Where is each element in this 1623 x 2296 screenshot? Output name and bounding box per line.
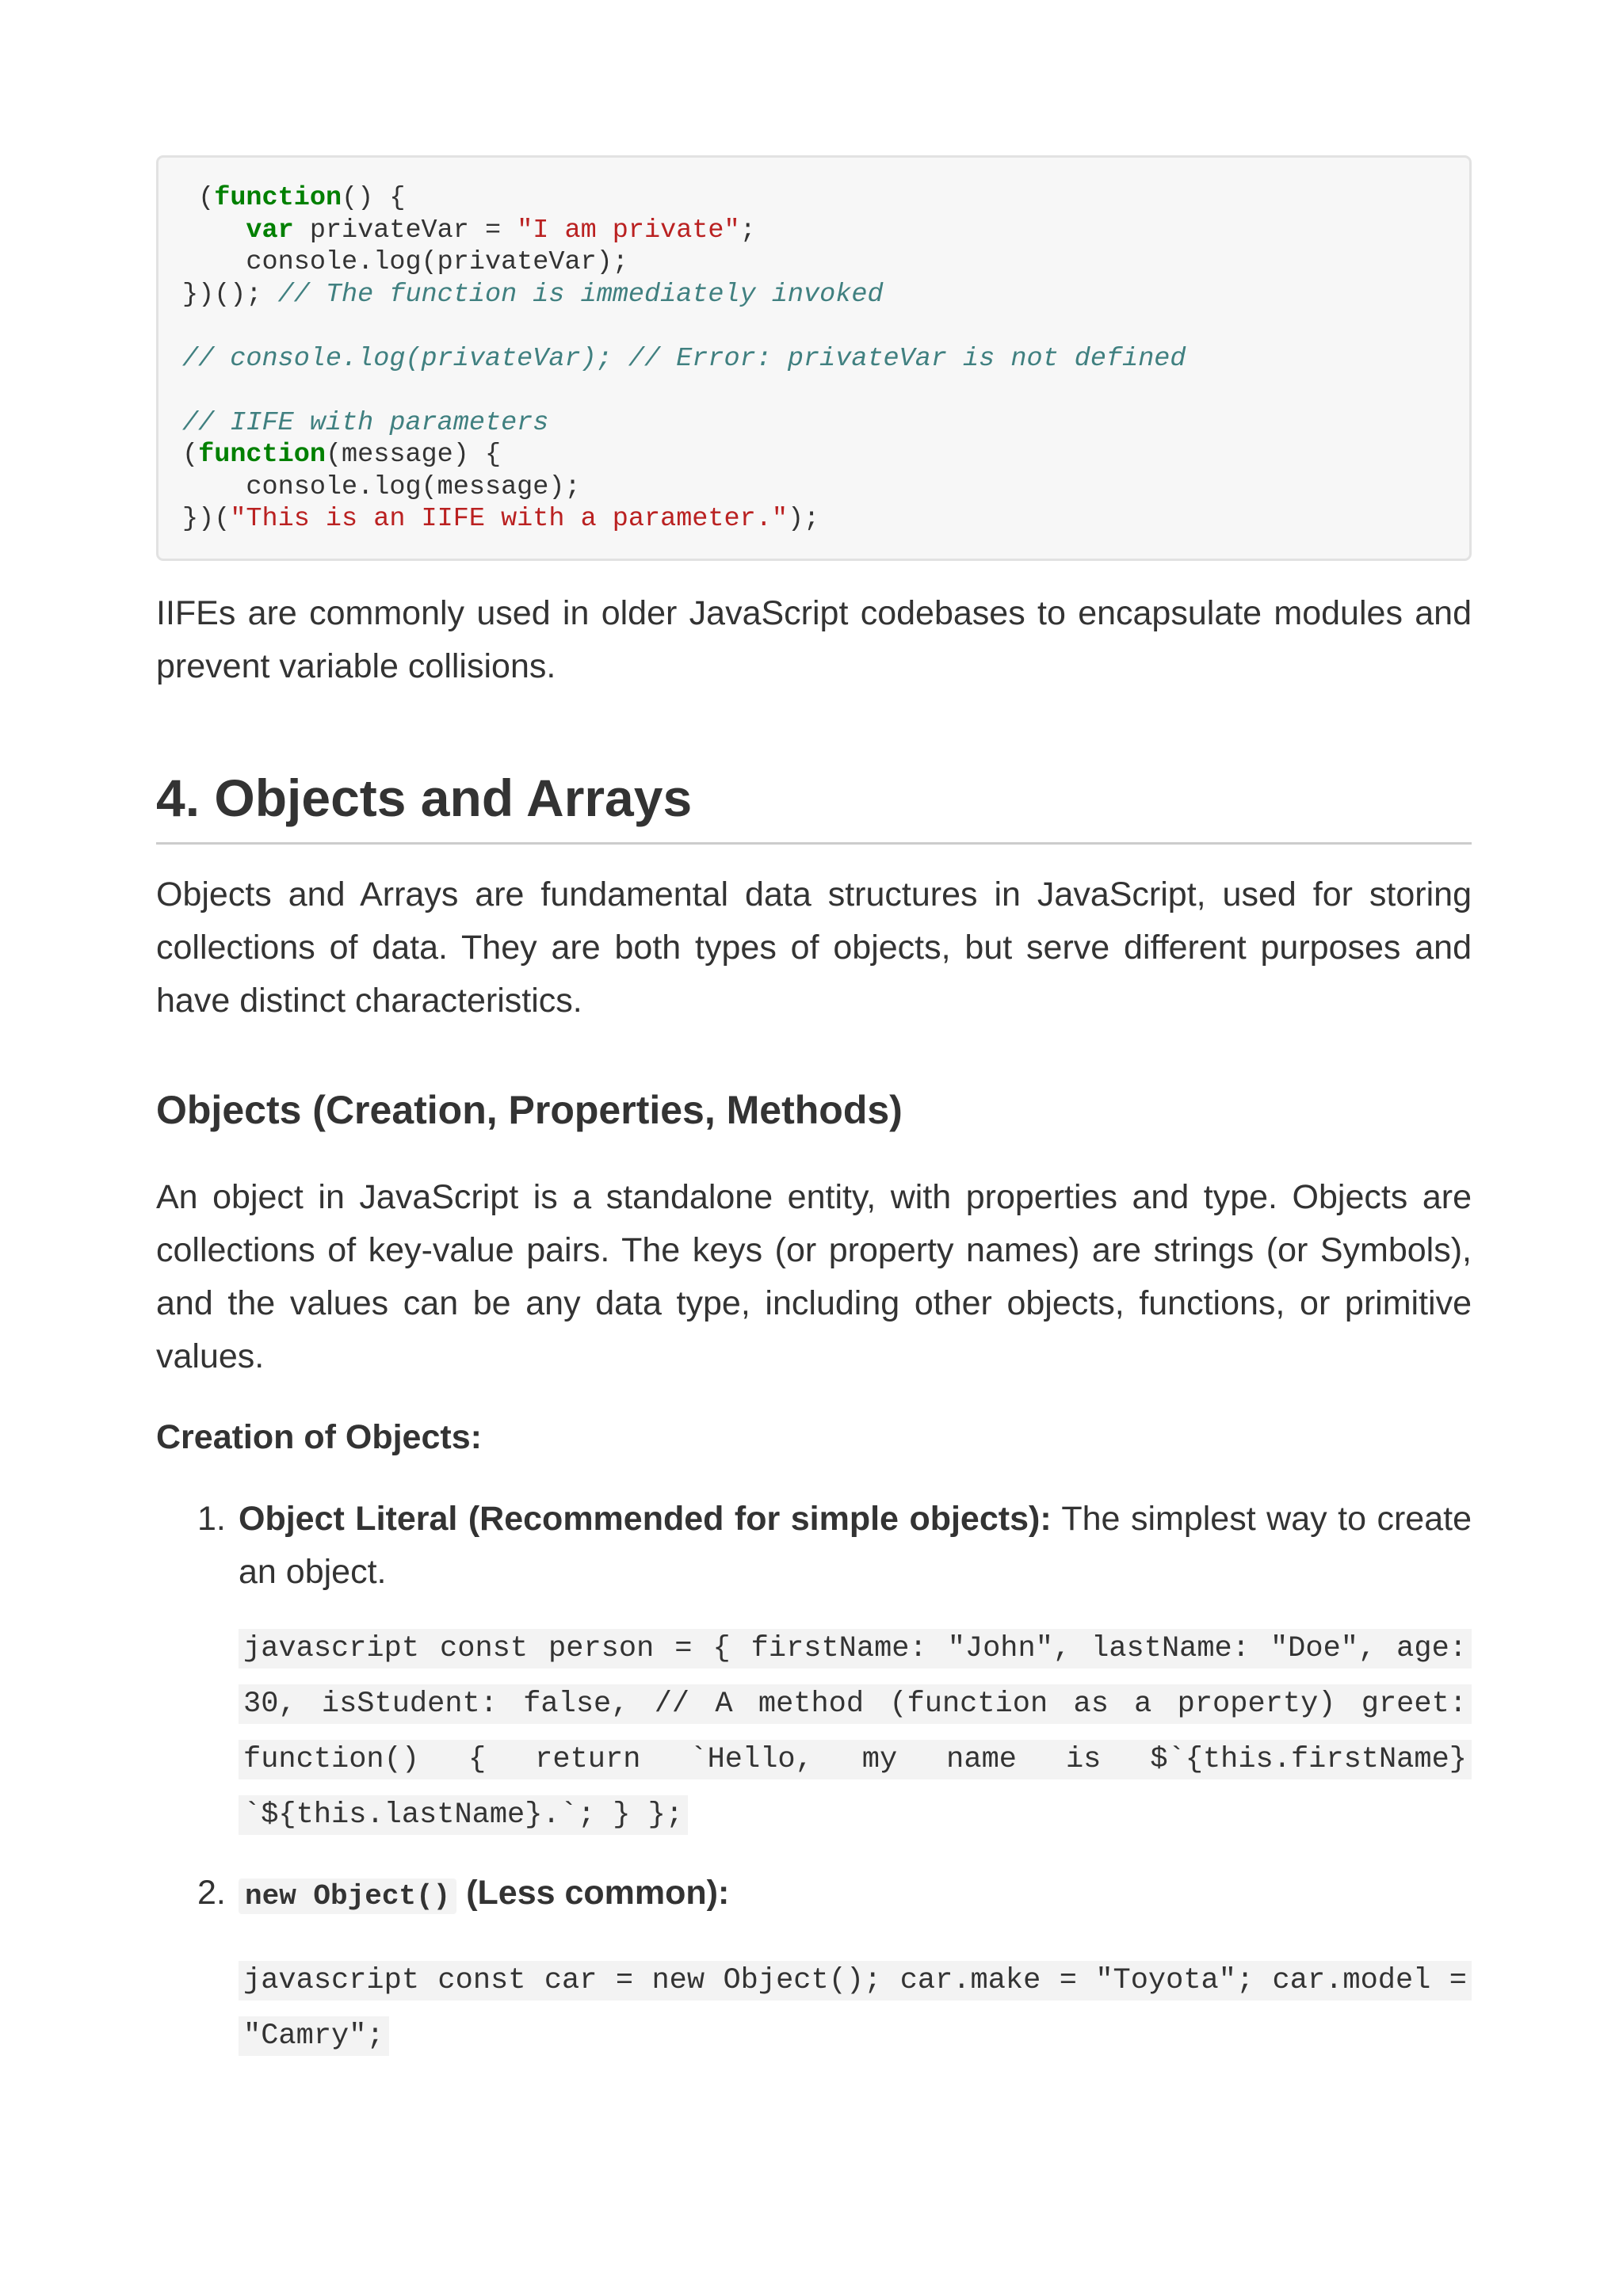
code-token: })( [182, 504, 231, 534]
code-token: })(); [182, 279, 278, 310]
list-item-description: The simplest way to create an object. [239, 1500, 1472, 1591]
code-keyword: function [214, 183, 342, 213]
list-number: 2. [197, 1874, 226, 1912]
code-comment: // console.log(privateVar); // Error: privateVar is not defined [182, 343, 1186, 374]
code-text: javascript const car = new Object(); car.make = "Toyota"; car.model = "Camry"; [239, 1961, 1472, 2056]
list-number: 1. [197, 1500, 226, 1538]
code-token: ; [739, 215, 756, 246]
objects-paragraph: An object in JavaScript is a standalone entity, with properties and type. Objects are collections of key-value pairs. The keys (or property names) are strings (or Symbols), and the values can be any data type, including other objects, functions, or primitive values. [156, 1178, 1472, 1375]
inline-code-label: new Object() [239, 1878, 456, 1914]
code-token: ); [787, 504, 820, 534]
code-token: (message) { [325, 440, 502, 470]
code-token: privateVar = [293, 215, 517, 246]
code-token [182, 215, 246, 246]
list-item [156, 1867, 1472, 2064]
code-token: ( [182, 183, 215, 213]
code-token: ( [182, 440, 199, 470]
list-item-text [239, 1867, 1472, 1923]
code-comment: // IIFE with parameters [182, 407, 549, 438]
inline-code-snippet [239, 1953, 1472, 2064]
list-item-text [239, 1493, 1472, 1599]
code-string: "This is an IIFE with a parameter." [230, 504, 788, 534]
subsection-heading: Objects (Creation, Properties, Methods) [156, 1088, 903, 1132]
code-keyword: var [246, 215, 294, 246]
code-string: "I am private" [517, 215, 740, 246]
creation-heading: Creation of Objects: [156, 1418, 482, 1456]
document-page [156, 155, 1472, 2064]
code-text: javascript const person = { firstName: "John", lastName: "Doe", age: 30, isStudent: false, // A method (function as a property) greet: function() { return `Hello, my name is $`{this.firstName} `${this.lastName}.`; } }; [239, 1629, 1472, 1835]
section-heading: 4. Objects and Arrays [156, 766, 1472, 845]
code-block-iife [156, 155, 1472, 561]
code-comment: // The function is immediately invoked [277, 279, 884, 310]
code-token: () { [342, 183, 406, 213]
inline-code-snippet [239, 1621, 1472, 1843]
list-item-bold: (Less common): [456, 1874, 730, 1912]
creation-list [156, 1493, 1472, 2064]
section-intro-paragraph: Objects and Arrays are fundamental data structures in JavaScript, used for storing collections of data. They are both types of objects, but serve different purposes and have distinct characteristics. [156, 875, 1472, 1020]
list-item [156, 1493, 1472, 1843]
code-keyword: function [198, 440, 326, 470]
iife-paragraph: IIFEs are commonly used in older JavaScript codebases to encapsulate modules and prevent variable collisions. [156, 594, 1472, 685]
code-token: console.log(privateVar); [182, 247, 628, 277]
code-content [182, 182, 1441, 536]
list-item-bold: Object Literal (Recommended for simple objects): [239, 1500, 1052, 1538]
code-token: console.log(message); [182, 471, 581, 502]
